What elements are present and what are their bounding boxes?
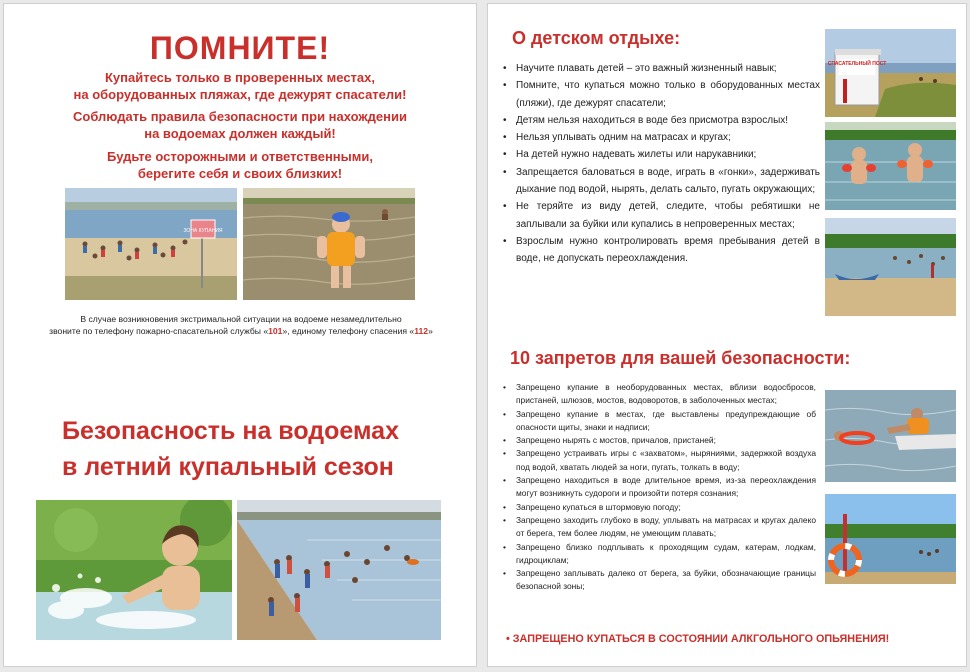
alcohol-ban-text: ЗАПРЕЩЕНО КУПАТЬСЯ В СОСТОЯНИИ АЛКГОЛЬНОГО ОПЬЯНЕНИЯ! [512,633,890,645]
right-page [487,3,967,667]
list-item: • Научите плавать детей – это важный жизненный навык; [502,60,820,77]
list-item: • Нельзя уплывать одним на матрасах и кругах; [502,129,820,146]
kids-rules-list [502,60,820,268]
list-item: • Запрещено находиться в воде длительное время, из-за переохлаждения могут возникнуть судороги и произойти потеря сознания; [502,474,816,501]
list-item: • Запрещено устраивать игры с «захватом», ныряниями, задержкой воздуха под водой, хватать людей за ноги, пугать, толкать в воду; [502,447,816,474]
list-item: • Запрещается баловаться в воде, играть в «гонки», задерживать дыхание под водой, нырять, делать сальто, пугать окружающих; [502,164,820,199]
rescue-number: 112 [414,326,429,336]
alcohol-ban-notice: • ЗАПРЕЩЕНО КУПАТЬСЯ В СОСТОЯНИИ АЛКГОЛЬНОГО ОПЬЯНЕНИЯ! [506,633,890,645]
child-splash-photo [36,500,232,640]
rule-line-5: Будьте осторожными и ответственными, [107,149,373,164]
fire-rescue-number: 101 [268,326,283,336]
rule-line-1: Купайтесь только в проверенных местах, [105,70,375,85]
rescue-post-sign: СПАСАТЕЛЬНЫЙ ПОСТ [827,61,887,67]
list-item: • Запрещено купание в местах, где выставлены предупреждающие об опасности щиты, знаки и надписи; [502,408,816,435]
emergency-line-1: В случае возникновения экстримальной ситуации на водоеме незамедлительно [80,314,402,324]
main-title-line-2: в летний купальный сезон [62,453,394,481]
rule-line-2: на оборудованных пляжах, где дежурят спасатели! [73,87,407,102]
rule-line-3: Соблюдать правила безопасности при нахождении [73,109,407,124]
list-item: • Помните, что купаться можно только в оборудованных местах (пляжи), где дежурят спасатели; [502,77,820,112]
main-title-line-1: Безопасность на водоемах [62,417,399,445]
emergency-notice [24,313,458,337]
kids-armbands-photo [825,122,956,210]
headline: ПОМНИТЕ! [149,30,331,66]
emergency-text-b: », единому телефону спасения « [282,326,415,336]
bans-list [502,381,816,594]
rescuer-boat-photo [825,390,956,482]
emergency-text-a: звоните по телефону пожарно-спасательной службы « [49,326,269,336]
rule-line-6: берегите себя и своих близких! [137,166,343,181]
list-item: • Запрещено заходить глубоко в воду, уплывать на матрасах и кругах далеко от берега, тем более людям, не умеющим плавать; [502,514,816,541]
beach-people-photo [237,500,441,640]
emergency-line-2 [24,325,458,337]
rescue-post-photo [825,29,956,117]
emergency-text-c: » [428,326,433,336]
list-item: • Запрещено купаться в штормовую погоду; [502,501,816,514]
list-item: • Взрослым нужно контролировать время пребывания детей в воде, не допускать переохлаждения. [502,233,820,268]
child-lifejacket-photo [243,188,415,300]
list-item: • Не теряйте из виду детей, следите, чтобы ребятишки не заплывали за буйки или купались в непроверенных местах; [502,198,820,233]
lifebuoy-shore-photo [825,494,956,584]
kids-heading: О детском отдыхе: [512,28,681,48]
sign-text: ЗОНА КУПАНИЯ [183,228,223,234]
list-item: • Запрещено близко подплывать к проходящим судам, катерам, лодкам, гидроциклам; [502,541,816,568]
list-item: • Детям нельзя находиться в воде без присмотра взрослых! [502,112,820,129]
list-item: • Запрещено купание в необорудованных местах, вблизи водосбросов, пристаней, шлюзов, мостов, водоворотов, в заболоченных местах; [502,381,816,408]
bans-heading: 10 запретов для вашей безопасности: [510,348,851,368]
list-item: • Запрещено нырять с мостов, причалов, пристаней; [502,434,816,447]
rule-line-4: на водоемах должен каждый! [144,126,336,141]
beach-crowd-photo [65,188,237,300]
left-page [3,3,477,667]
beach-boat-photo [825,218,956,316]
list-item: • На детей нужно надевать жилеты или нарукавники; [502,146,820,163]
list-item: • Запрещено заплывать далеко от берега, за буйки, обозначающие границы безопасной зоны; [502,567,816,594]
